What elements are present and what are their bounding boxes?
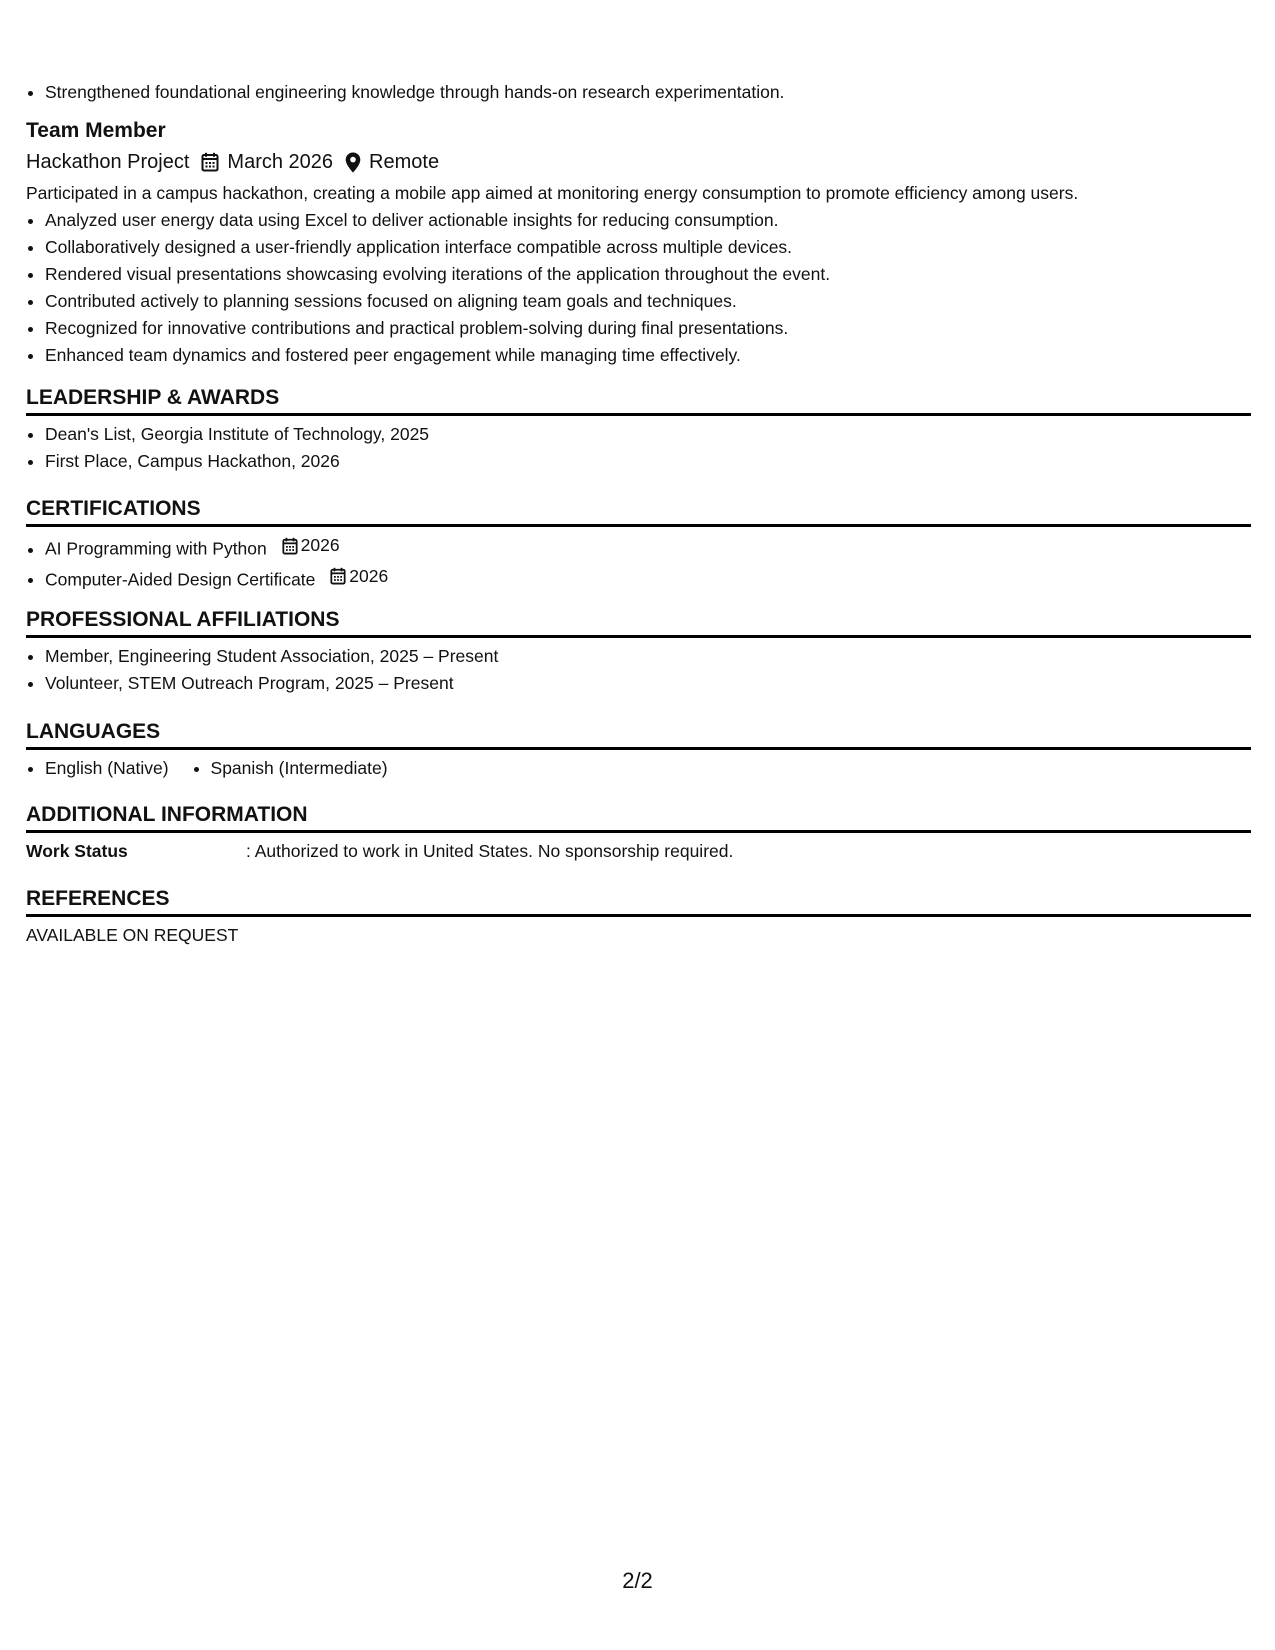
- job-location: Remote: [369, 151, 440, 173]
- section-title: REFERENCES: [26, 885, 1251, 917]
- job-date: March 2026: [227, 151, 334, 173]
- list-item: • Analyzed user energy data using Excel to deliver actionable insights for reducing consumption.: [45, 207, 1251, 234]
- list-item: [45, 532, 1251, 563]
- languages-section: [26, 718, 1251, 782]
- calendar-icon: [201, 152, 219, 172]
- map-pin-icon: [345, 152, 361, 173]
- certification-year: 2026: [300, 535, 340, 555]
- list-item: • Recognized for innovative contributions and practical problem-solving during final presentations.: [45, 315, 1251, 342]
- work-status-label: Work Status: [26, 841, 128, 861]
- section-title: CERTIFICATIONS: [26, 495, 1251, 527]
- section-title: LEADERSHIP & AWARDS: [26, 384, 1251, 416]
- certification-name: AI Programming with Python: [45, 538, 267, 559]
- job-organization: Hackathon Project: [26, 151, 190, 173]
- section-title: ADDITIONAL INFORMATION: [26, 801, 1251, 833]
- leadership-list: [26, 421, 1251, 475]
- job-description: Participated in a campus hackathon, creating a mobile app aimed at monitoring energy consumption to promote efficiency among users.: [26, 183, 1079, 203]
- certification-name: Computer-Aided Design Certificate: [45, 569, 316, 589]
- section-title: PROFESSIONAL AFFILIATIONS: [26, 606, 1251, 638]
- list-item: • Enhanced team dynamics and fostered peer engagement while managing time effectively.: [45, 342, 1251, 369]
- job-meta: [26, 146, 1251, 178]
- page-number: 2/2: [622, 1568, 653, 1593]
- affiliations-section: [26, 606, 1251, 697]
- list-item: • Volunteer, STEM Outreach Program, 2025 – Present: [45, 670, 1251, 697]
- section-title: LANGUAGES: [26, 718, 1251, 750]
- calendar-icon: [282, 537, 298, 555]
- list-item: • Spanish (Intermediate): [211, 755, 388, 782]
- list-item: • First Place, Campus Hackathon, 2026: [45, 448, 1251, 475]
- affiliations-list: [26, 643, 1251, 697]
- additional-info-section: [26, 801, 1251, 865]
- certifications-section: [26, 495, 1251, 593]
- work-status-value: : Authorized to work in United States. No sponsorship required.: [246, 841, 734, 861]
- references-text: AVAILABLE ON REQUEST: [26, 925, 239, 945]
- certification-date: [282, 532, 340, 559]
- list-item: • Strengthened foundational engineering knowledge through hands-on research experimentation.: [45, 79, 1270, 106]
- work-status-row: [26, 838, 1251, 865]
- certification-year: 2026: [349, 565, 389, 586]
- list-item: • Collaboratively designed a user-friendly application interface compatible across multiple devices.: [45, 234, 1251, 261]
- certification-date: [330, 563, 388, 590]
- certifications-list: [26, 532, 1251, 593]
- references-section: [26, 885, 1251, 949]
- job-title: Team Member: [26, 119, 166, 142]
- experience-entry: [26, 116, 1251, 369]
- list-item: • Rendered visual presentations showcasing evolving iterations of the application throughout the event.: [45, 261, 1251, 288]
- languages-list: [26, 755, 1251, 782]
- list-item: [45, 563, 1251, 594]
- leadership-section: [26, 384, 1251, 475]
- list-item: • Contributed actively to planning sessions focused on aligning team goals and techniques.: [45, 288, 1251, 315]
- list-item: • Dean's List, Georgia Institute of Technology, 2025: [45, 421, 1251, 448]
- job-bullets: [26, 207, 1251, 369]
- calendar-icon: [330, 567, 346, 585]
- list-item: • Member, Engineering Student Association, 2025 – Present: [45, 643, 1251, 670]
- previous-role-bullets: [26, 79, 1270, 106]
- list-item: • English (Native): [45, 755, 169, 782]
